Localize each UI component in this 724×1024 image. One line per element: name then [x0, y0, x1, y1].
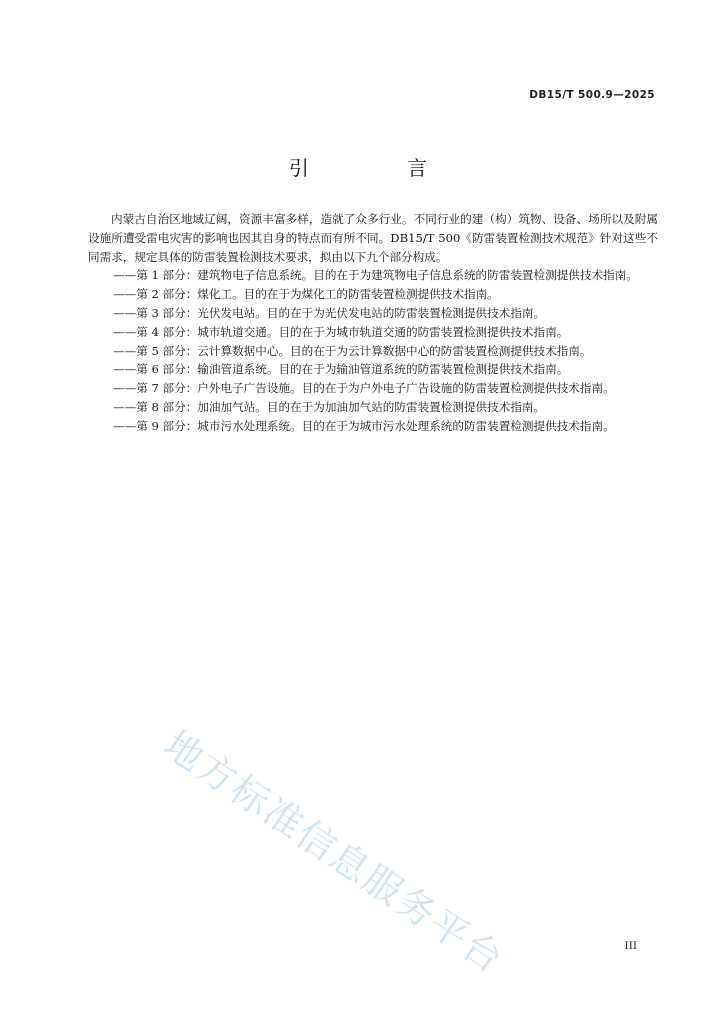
list-item-part-1: ——第 1 部分：建筑物电子信息系统。目的在于为建筑物电子信息系统的防雷装置检测提供技术指南。 [113, 268, 638, 283]
parts-list [88, 266, 658, 435]
body-text [88, 210, 658, 436]
intro-paragraph: 内蒙古自治区地域辽阔，资源丰富多样，造就了众多行业。不同行业的建（构）筑物、设备、场所以及附属设施所遭受雷电灾害的影响也因其自身的特点而有所不同。DB15/T 500《防雷装置检测技术规范》针对这些不同需求，规定具体的防雷装置检测技术要求，拟由以下九个部分构成。 [88, 212, 658, 264]
document-code: DB15/T 500.9—2025 [529, 89, 655, 101]
list-item-part-6: ——第 6 部分：输油管道系统。目的在于为输油管道系统的防雷装置检测提供技术指南。 [113, 362, 569, 377]
list-item-part-7: ——第 7 部分：户外电子广告设施。目的在于为户外电子广告设施的防雷装置检测提供技术指南。 [113, 381, 615, 396]
list-item-part-5: ——第 5 部分：云计算数据中心。目的在于为云计算数据中心的防雷装置检测提供技术指南。 [113, 343, 592, 358]
list-item-part-3: ——第 3 部分：光伏发电站。目的在于为光伏发电站的防雷装置检测提供技术指南。 [113, 305, 546, 320]
page-title: 引 言 [288, 156, 474, 180]
list-item-part-4: ——第 4 部分：城市轨道交通。目的在于为城市轨道交通的防雷装置检测提供技术指南。 [113, 324, 569, 339]
list-item-part-9: ——第 9 部分：城市污水处理系统。目的在于为城市污水处理系统的防雷装置检测提供技术指南。 [113, 418, 615, 433]
watermark: 地方标准信息服务平台 [155, 722, 512, 983]
list-item-part-2: ——第 2 部分：煤化工。目的在于为煤化工的防雷装置检测提供技术指南。 [113, 287, 499, 302]
page-number: III [624, 940, 637, 952]
list-item-part-8: ——第 8 部分：加油加气站。目的在于为加油加气站的防雷装置检测提供技术指南。 [113, 399, 546, 414]
